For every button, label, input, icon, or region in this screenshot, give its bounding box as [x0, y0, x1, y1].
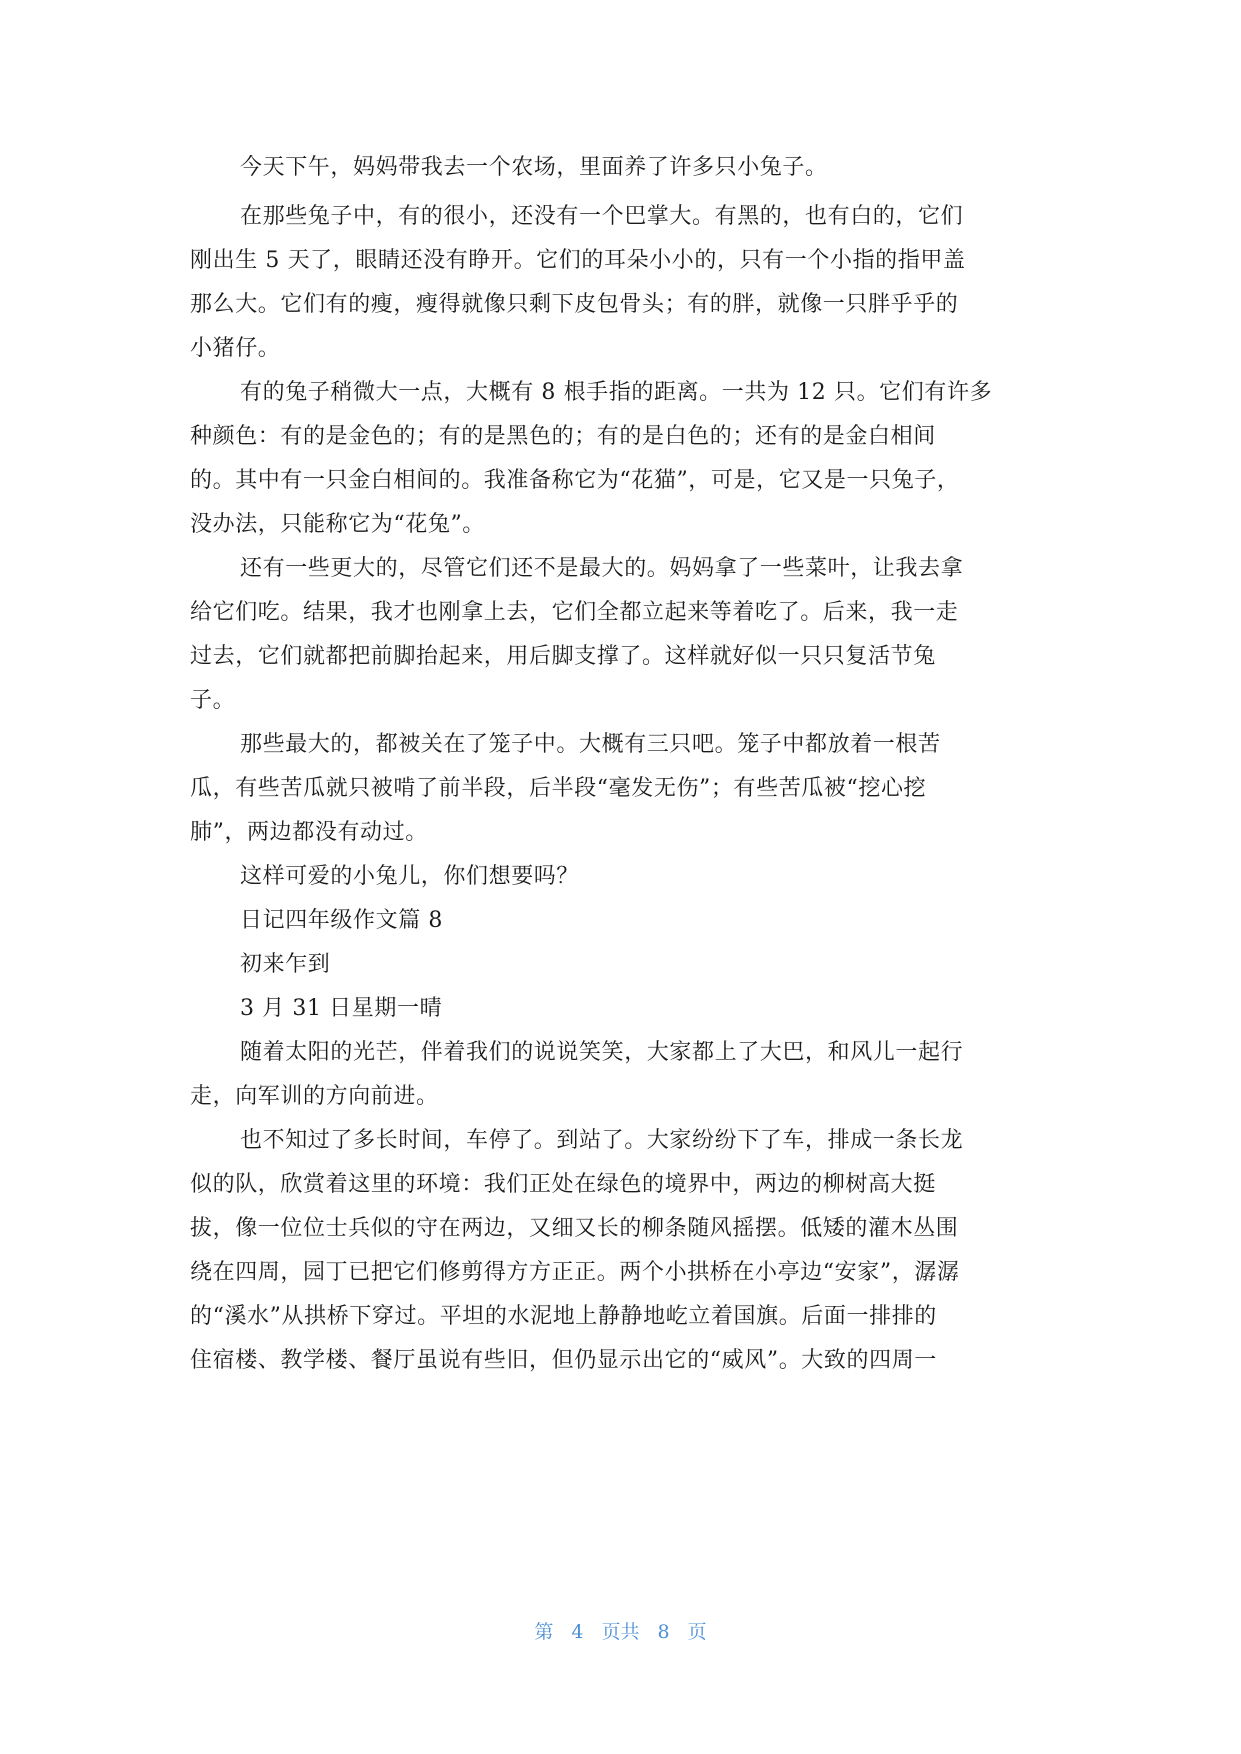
text-line: 走，向军训的方向前进。: [190, 1084, 439, 1109]
text-line: 小猪仔。: [190, 336, 281, 361]
text-line: 今天下午，妈妈带我去一个农场，里面养了许多只小兔子。: [240, 155, 828, 180]
text-line: 也不知过了多长时间，车停了。到站了。大家纷纷下了车，排成一条长龙: [240, 1128, 964, 1153]
text-line: 似的队，欣赏着这里的环境：我们正处在绿色的境界中，两边的柳树高大挺: [190, 1172, 936, 1197]
text-line: 还有一些更大的，尽管它们还不是最大的。妈妈拿了一些菜叶，让我去拿: [240, 556, 964, 581]
essay-title: 初来乍到: [240, 952, 331, 977]
text-line: 有的兔子稍微大一点，大概有 8 根手指的距离。一共为 12 只。它们有许多: [240, 380, 993, 405]
text-line: 过去，它们就都把前脚抬起来，用后脚支撑了。这样就好似一只只复活节兔: [190, 644, 936, 669]
text-line: 给它们吃。结果，我才也刚拿上去，它们全都立起来等着吃了。后来，我一走: [190, 600, 959, 625]
text-line: 在那些兔子中，有的很小，还没有一个巴掌大。有黑的，也有白的，它们: [240, 204, 964, 229]
section-heading: 日记四年级作文篇 8: [240, 908, 443, 933]
text-line: 那么大。它们有的瘦，瘦得就像只剩下皮包骨头；有的胖，就像一只胖乎乎的: [190, 292, 959, 317]
text-line: 那些最大的，都被关在了笼子中。大概有三只吧。笼子中都放着一根苦: [240, 732, 941, 757]
page-footer: [0, 1617, 1241, 1644]
text-line: 拔，像一位位士兵似的守在两边，又细又长的柳条随风摇摆。低矮的灌木丛围: [190, 1216, 959, 1241]
current-page-number: 4: [571, 1621, 584, 1643]
text-line: 住宿楼、教学楼、餐厅虽说有些旧，但仍显示出它的“威风”。大致的四周一: [190, 1348, 937, 1373]
text-line: 子。: [190, 688, 236, 713]
text-line: 的。其中有一只金白相间的。我准备称它为“花猫”，可是，它又是一只兔子，: [190, 468, 960, 493]
total-pages-number: 8: [657, 1621, 670, 1643]
text-line: 这样可爱的小兔儿，你们想要吗？: [240, 864, 580, 889]
text-line: 绕在四周，园丁已把它们修剪得方方正正。两个小拱桥在小亭边“安家”，潺潺: [190, 1260, 960, 1285]
text-line: 的“溪水”从拱桥下穿过。平坦的水泥地上静静地屹立着国旗。后面一排排的: [190, 1304, 937, 1329]
text-line: 没办法，只能称它为“花兔”。: [190, 512, 485, 537]
footer-label: 页共: [601, 1621, 640, 1643]
text-line: 刚出生 5 天了，眼睛还没有睁开。它们的耳朵小小的，只有一个小指的指甲盖: [190, 248, 966, 273]
text-line: 随着太阳的光芒，伴着我们的说说笑笑，大家都上了大巴，和风儿一起行: [240, 1040, 964, 1065]
footer-label: 第: [534, 1621, 554, 1643]
footer-label: 页: [687, 1621, 707, 1643]
text-line: 种颜色：有的是金色的；有的是黑色的；有的是白色的；还有的是金白相间: [190, 424, 936, 449]
text-line: 瓜，有些苦瓜就只被啃了前半段，后半段“毫发无伤”；有些苦瓜被“挖心挖: [190, 776, 927, 801]
diary-date: 3 月 31 日星期一晴: [240, 996, 443, 1021]
text-line: 肺”，两边都没有动过。: [190, 820, 428, 845]
